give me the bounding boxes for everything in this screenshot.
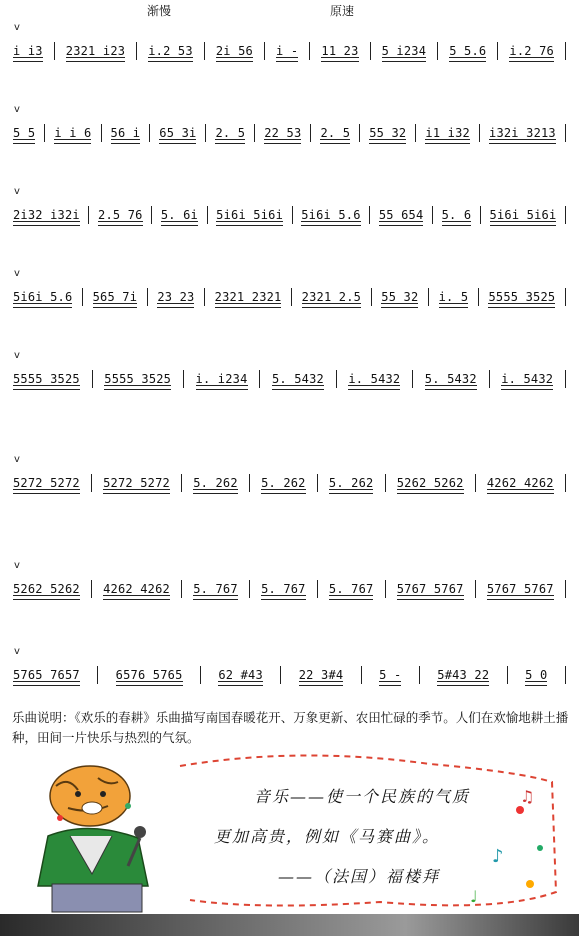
bar-line (91, 474, 92, 492)
breath-mark: v (14, 268, 20, 279)
score-measure: 5. 6i (160, 208, 198, 222)
svg-text:♪: ♪ (492, 846, 504, 867)
bar-line (91, 580, 92, 598)
score-measure: 5i6i 5i6i (489, 208, 557, 222)
bar-line (204, 288, 205, 306)
bar-line (565, 124, 566, 142)
bar-line (204, 42, 205, 60)
score-measure: 2i 56 (215, 44, 253, 58)
tempo-mark-original: 原速 (330, 4, 355, 18)
score-measure: 5 - (379, 668, 402, 682)
bar-line (309, 42, 310, 60)
score-measure: 22 53 (264, 126, 302, 140)
score-measure: 65 3i (159, 126, 197, 140)
score-row (12, 574, 566, 604)
bar-line (385, 474, 386, 492)
score-row (12, 660, 566, 690)
breath-mark: v (14, 186, 20, 197)
breath-mark: v (14, 104, 20, 115)
svg-text:♩: ♩ (470, 887, 478, 906)
score-measure: 5765 7657 (13, 668, 80, 682)
bar-line (97, 666, 98, 684)
score-row (12, 364, 566, 394)
score-measure: 2. 5 (215, 126, 246, 140)
score-measure: 5i6i 5i6i (216, 208, 283, 222)
bar-line (151, 206, 152, 224)
bar-line (147, 288, 148, 306)
score-measure: 5272 5272 (103, 476, 170, 490)
bar-line (565, 206, 566, 224)
score-measure: 2321 2.5 (301, 290, 362, 304)
score-measure: i i3 (13, 44, 43, 58)
score-measure: 22 3#4 (298, 668, 344, 682)
score-measure: 2.5 76 (98, 208, 143, 222)
bar-line (480, 206, 481, 224)
bar-line (478, 288, 479, 306)
bar-line (432, 206, 433, 224)
score-measure: i. 5 (438, 290, 469, 304)
score-measure: 5555 3525 (13, 372, 80, 386)
score-measure: 5262 5262 (396, 476, 464, 490)
bar-line (280, 666, 281, 684)
score-measure: i - (276, 44, 299, 58)
score-row (12, 118, 566, 148)
bar-line (565, 288, 566, 306)
score-measure: i. i234 (195, 372, 248, 386)
score-measure: 5 i234 (381, 44, 427, 58)
bar-line (205, 124, 206, 142)
score-row (12, 36, 566, 66)
bar-line (385, 580, 386, 598)
bar-line (370, 42, 371, 60)
svg-text:♫: ♫ (520, 787, 535, 806)
breath-mark: v (14, 454, 20, 465)
bar-line (371, 288, 372, 306)
bar-line (369, 206, 370, 224)
quote-card (0, 752, 562, 912)
bar-line (136, 42, 137, 60)
score-measure: 4262 4262 (103, 582, 170, 596)
breath-mark: v (14, 646, 20, 657)
score-measure: 5. 262 (261, 476, 306, 490)
bar-line (565, 580, 566, 598)
bar-line (254, 124, 255, 142)
bar-line (183, 370, 184, 388)
bar-line (82, 288, 83, 306)
bar-line (92, 370, 93, 388)
bar-line (317, 580, 318, 598)
score-measure: 62 #43 (218, 668, 263, 682)
bar-line (310, 124, 311, 142)
tiger-singer-illustration (8, 756, 188, 916)
score-measure: 5272 5272 (13, 476, 80, 490)
bar-line (44, 124, 45, 142)
bar-line (149, 124, 150, 142)
bar-line (181, 474, 182, 492)
bar-line (200, 666, 201, 684)
bar-line (317, 474, 318, 492)
score-measure: i. 5432 (348, 372, 401, 386)
score-measure: i. 5432 (501, 372, 554, 386)
bar-line (565, 474, 566, 492)
score-measure: 4262 4262 (486, 476, 554, 490)
score-measure: 11 23 (321, 44, 359, 58)
score-measure: 2321 2321 (214, 290, 282, 304)
bar-line (489, 370, 490, 388)
score-measure: 5. 262 (193, 476, 238, 490)
score-measure: 5555 3525 (104, 372, 172, 386)
score-measure: i32i 3213 (489, 126, 556, 140)
score-row (12, 282, 566, 312)
breath-mark: v (14, 560, 20, 571)
score-measure: 5 5 (13, 126, 36, 140)
score-measure: 55 32 (369, 126, 407, 140)
bar-line (336, 370, 337, 388)
score-measure: 2321 i23 (65, 44, 126, 58)
bar-line (507, 666, 508, 684)
score-measure: 5. 5432 (424, 372, 477, 386)
score-measure: 5. 767 (261, 582, 306, 596)
bar-line (264, 42, 265, 60)
score-measure: 56 i (110, 126, 141, 140)
score-measure: 5767 5767 (486, 582, 554, 596)
bar-line (249, 580, 250, 598)
score-measure: 55 654 (378, 208, 424, 222)
quote-line-1: 音乐——使一个民族的气质 (254, 787, 471, 806)
bar-line (565, 42, 566, 60)
score-measure: i.2 53 (148, 44, 193, 58)
score-measure: 5. 767 (328, 582, 374, 596)
quote-line-2: 更加高贵，例如《马赛曲》。 (214, 827, 441, 846)
score-measure: 5555 3525 (488, 290, 556, 304)
score-measure: i1 i32 (425, 126, 470, 140)
score-measure: 5262 5262 (13, 582, 80, 596)
score-measure: 2i32 i32i (13, 208, 80, 222)
bar-line (292, 206, 293, 224)
score-measure: 5. 767 (193, 582, 238, 596)
bar-line (361, 666, 362, 684)
breath-mark: v (14, 350, 20, 361)
score-measure: 5767 5767 (396, 582, 464, 596)
bar-line (475, 580, 476, 598)
bar-line (565, 666, 566, 684)
score-measure: 5 0 (525, 668, 548, 682)
bar-line (54, 42, 55, 60)
score-measure: 5 5.6 (449, 44, 487, 58)
bar-line (88, 206, 89, 224)
score-measure: 5. 262 (328, 476, 374, 490)
score-measure: 5i6i 5.6 (301, 208, 361, 222)
music-description: 乐曲说明：《欢乐的春耕》乐曲描写南国春暖花开、万象更新、农田忙碌的季节。人们在欢愉地耕土播种，田间一片快乐与热烈的气氛。 (12, 710, 569, 745)
score-measure: 55 32 (381, 290, 419, 304)
bar-line (428, 288, 429, 306)
score-measure: 5. 5432 (271, 372, 324, 386)
score-row (12, 468, 566, 498)
bar-line (259, 370, 260, 388)
quote-attribution: ——（法国）福楼拜 (278, 867, 441, 886)
bottom-photo-strip (0, 914, 579, 936)
score-measure: 5i6i 5.6 (13, 290, 73, 304)
score-measure: 5. 6 (441, 208, 472, 222)
score-measure: 565 7i (92, 290, 138, 304)
bar-line (497, 42, 498, 60)
bar-line (565, 370, 566, 388)
score-measure: i.2 76 (509, 44, 554, 58)
bar-line (249, 474, 250, 492)
score-measure: 6576 5765 (115, 668, 183, 682)
bar-line (479, 124, 480, 142)
bar-line (291, 288, 292, 306)
bar-line (101, 124, 102, 142)
score-measure: 2. 5 (320, 126, 351, 140)
breath-mark: v (14, 22, 20, 33)
bar-line (419, 666, 420, 684)
score-row (12, 200, 566, 230)
bar-line (359, 124, 360, 142)
score-measure: 23 23 (157, 290, 195, 304)
bar-line (475, 474, 476, 492)
bar-line (412, 370, 413, 388)
bar-line (415, 124, 416, 142)
score-measure: i i 6 (54, 126, 92, 140)
score-measure: 5#43 22 (437, 668, 490, 682)
tempo-mark-slowing: 渐慢 (147, 4, 172, 18)
bar-line (207, 206, 208, 224)
bar-line (437, 42, 438, 60)
bar-line (181, 580, 182, 598)
